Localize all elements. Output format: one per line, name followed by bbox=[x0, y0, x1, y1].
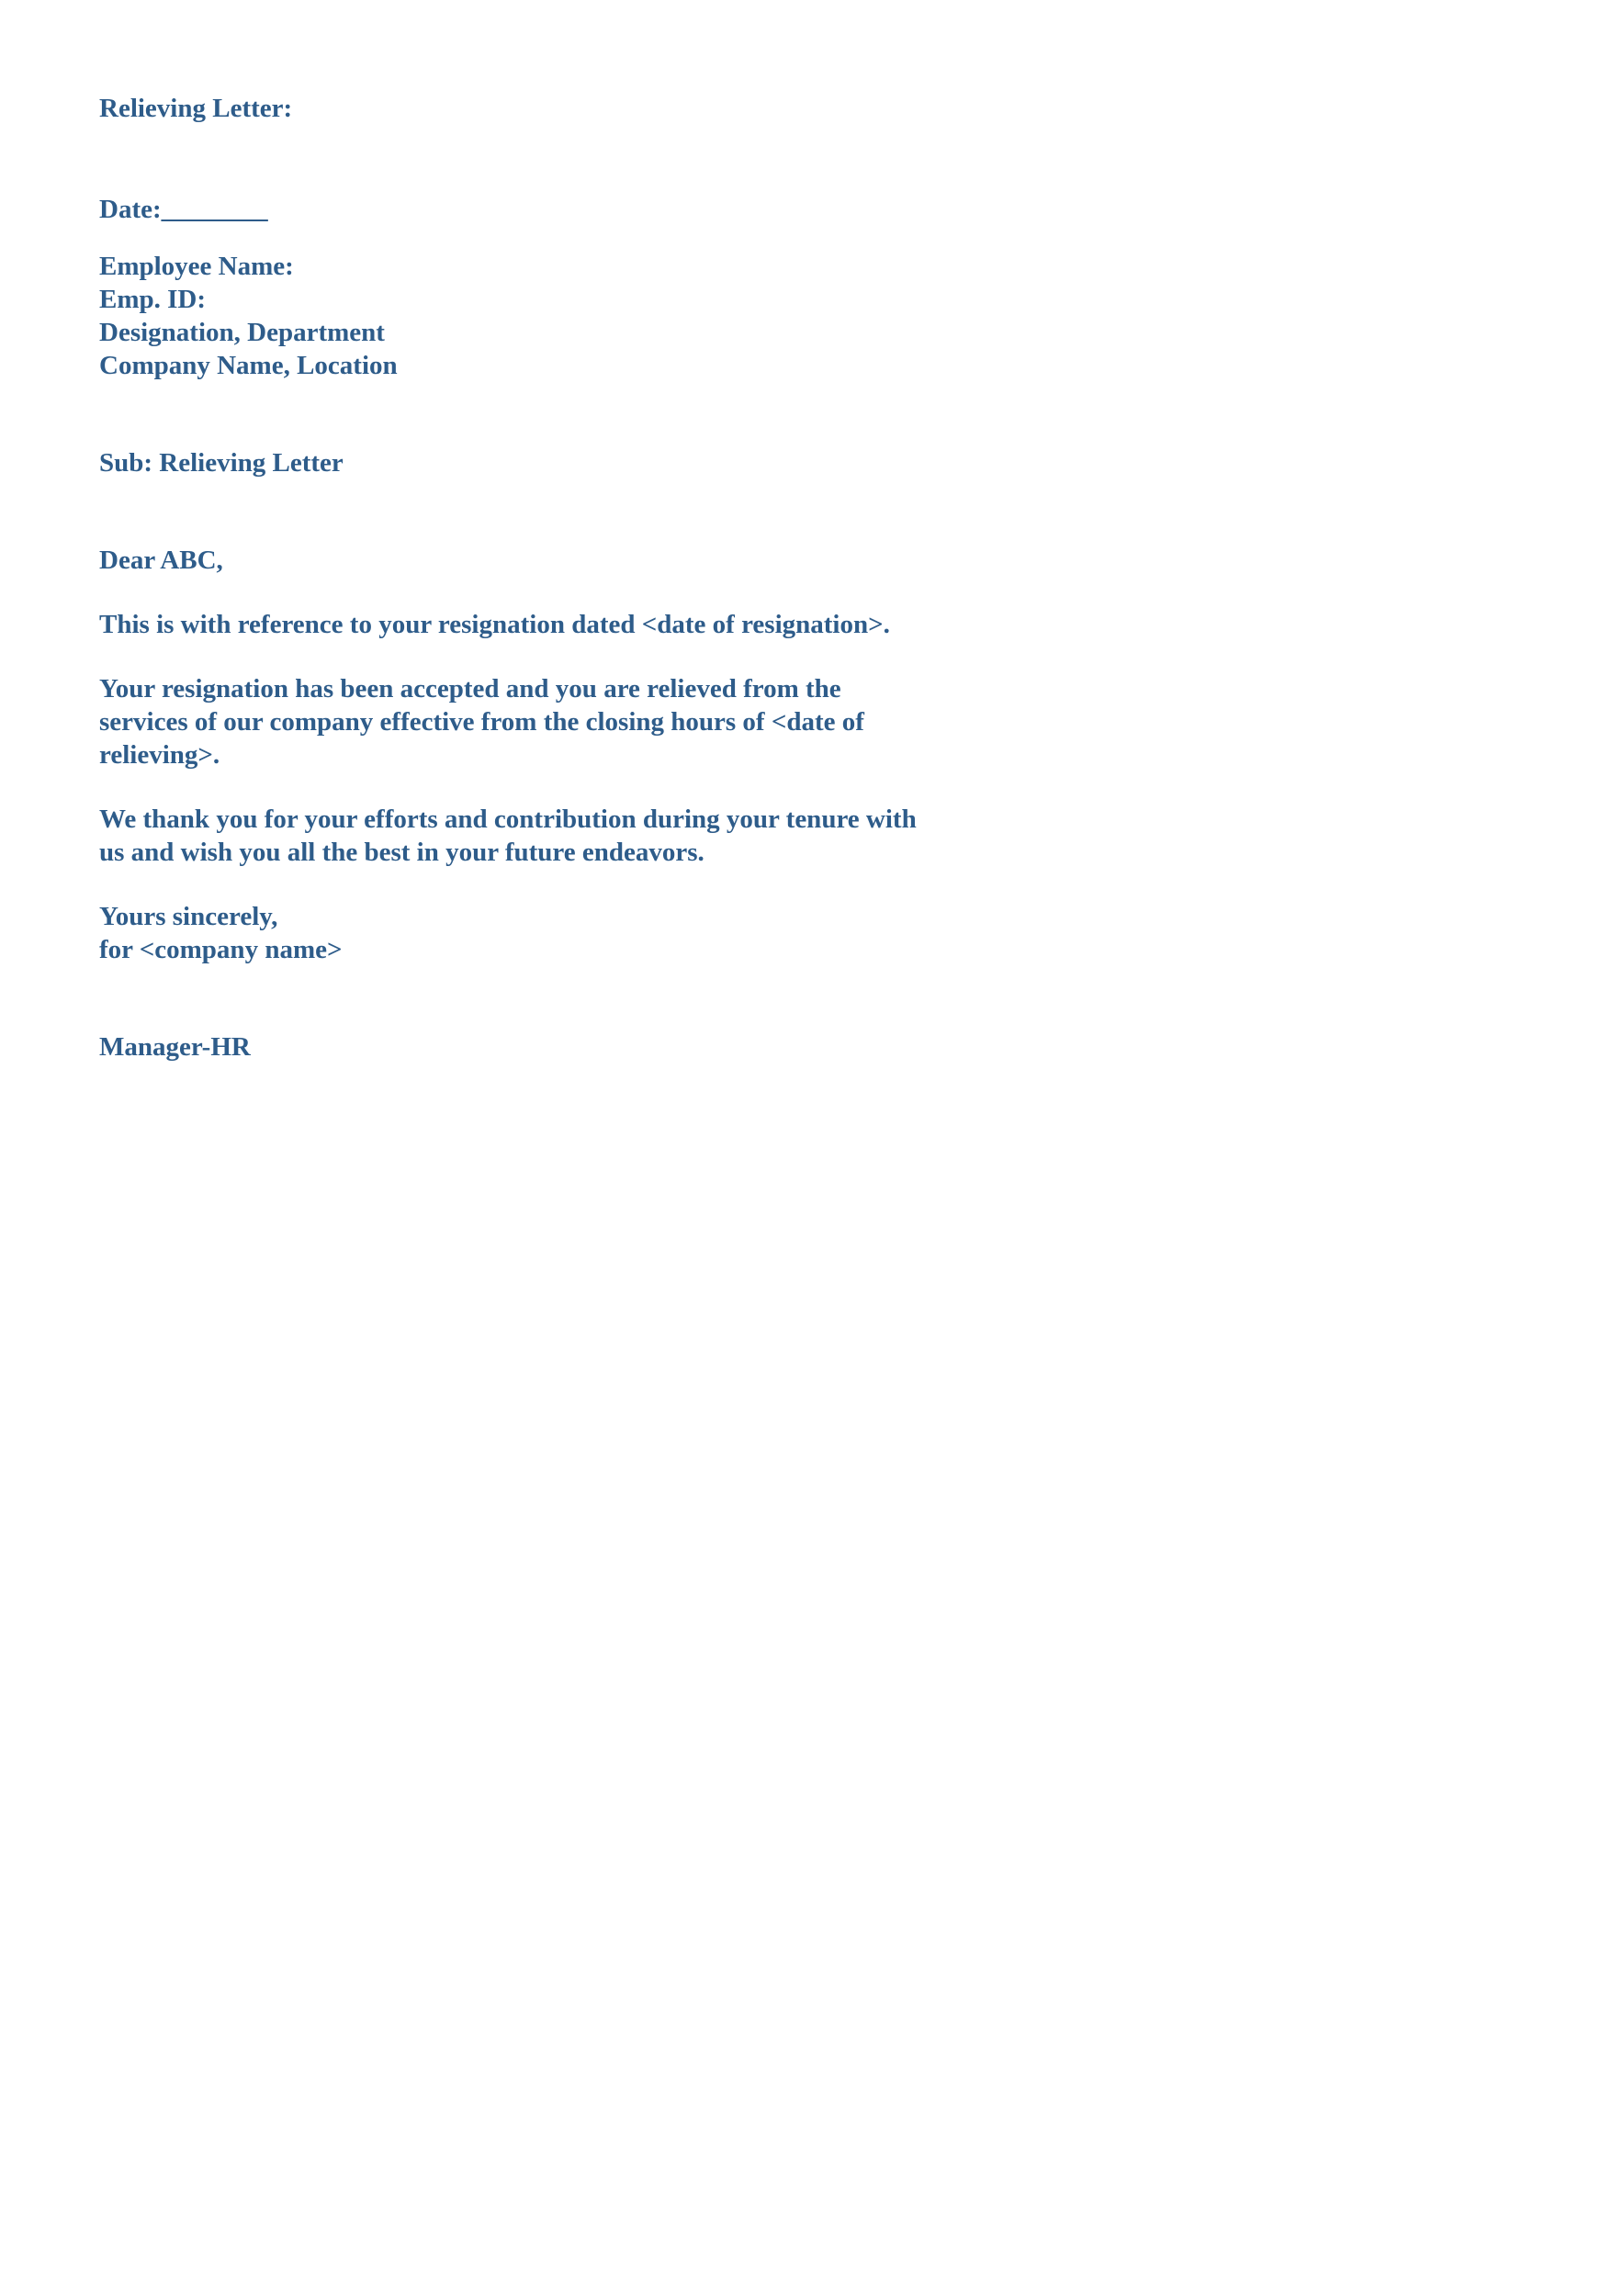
salutation: Dear ABC, bbox=[99, 546, 223, 575]
recipient-line-designation: Designation, Department bbox=[99, 318, 385, 347]
letter-title: Relieving Letter: bbox=[99, 94, 293, 123]
subject-line: Sub: Relieving Letter bbox=[99, 448, 344, 478]
closing-block bbox=[99, 900, 917, 966]
recipient-line-emp-id: Emp. ID: bbox=[99, 285, 207, 314]
letter-content bbox=[99, 92, 917, 1064]
body-paragraph-1: This is with reference to your resignation dated <date of resignation>. bbox=[99, 610, 890, 639]
recipient-line-employee-name: Employee Name: bbox=[99, 252, 294, 281]
closing-line-sincerely: Yours sincerely, bbox=[99, 902, 278, 931]
date-underline: ________ bbox=[161, 195, 268, 224]
recipient-line-company: Company Name, Location bbox=[99, 351, 398, 380]
recipient-block bbox=[99, 250, 917, 382]
body-paragraph-3: We thank you for your efforts and contribution during your tenure with us and wish you all the best in your future endeavors. bbox=[99, 805, 917, 867]
body-paragraph-2: Your resignation has been accepted and you are relieved from the services of our company effective from the closing hours of <date of relieving>. bbox=[99, 674, 864, 770]
signature: Manager-HR bbox=[99, 1032, 251, 1062]
date-line bbox=[99, 193, 917, 226]
date-label: Date: bbox=[99, 195, 162, 224]
closing-line-company: for <company name> bbox=[99, 935, 343, 964]
